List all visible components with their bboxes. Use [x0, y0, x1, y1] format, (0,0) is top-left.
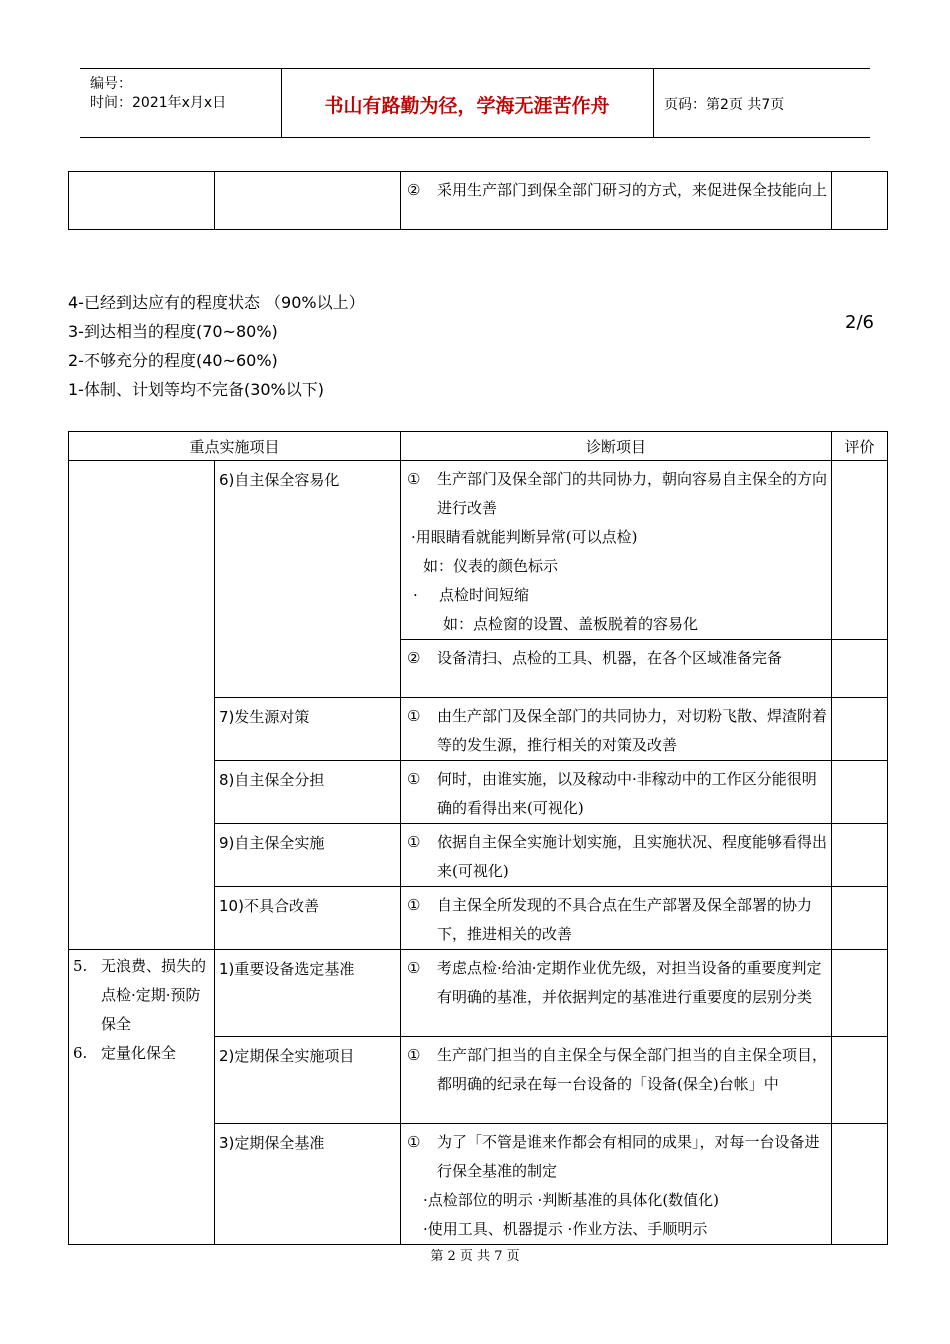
doc-number-label: 编号： — [90, 76, 132, 92]
evaluation-cell — [832, 761, 888, 824]
diagnosis-text: 依据自主保全实施计划实施，且实施状况、程度能够看得出来(可视化) — [437, 833, 828, 880]
item-name: 1)重要设备选定基准 — [215, 950, 401, 1037]
diagnosis-cell — [401, 640, 832, 698]
category-title: 定量化保全 — [101, 1044, 177, 1062]
evaluation-cell — [832, 1124, 888, 1245]
item-name: 8)自主保全分担 — [215, 761, 401, 824]
rating-legend — [68, 288, 365, 404]
doc-time-label: 时间：2021年x月x日 — [90, 95, 227, 111]
item-name: 6)自主保全容易化 — [215, 461, 401, 698]
evaluation-cell — [832, 1037, 888, 1124]
item-number: ① — [407, 1133, 421, 1151]
legend-item: 3-到达相当的程度(70~80%) — [68, 322, 278, 341]
empty-cell — [69, 172, 215, 230]
evaluation-cell — [832, 887, 888, 950]
diagnosis-text: 为了「不管是谁来作都会有相同的成果」，对每一台设备进行保全基准的制定 — [437, 1133, 820, 1180]
diagnosis-text: 设备清扫、点检的工具、机器，在各个区域准备完备 — [437, 649, 783, 667]
category-cell — [69, 950, 215, 1245]
diagnosis-text: 考虑点检·给油·定期作业优先级，对担当设备的重要度判定有明确的基准，并依据判定的基准进行重要度的层别分类 — [437, 959, 822, 1006]
legend-item: 1-体制、计划等均不完备(30%以下) — [68, 380, 325, 399]
item-number: ① — [407, 470, 421, 488]
empty-cell — [215, 172, 401, 230]
diagnosis-cell — [401, 698, 832, 761]
evaluation-cell — [832, 824, 888, 887]
diagnosis-text: 由生产部门及保全部门的共同协力，对切粉飞散、焊渣附着等的发生源，推行相关的对策及改善 — [437, 707, 828, 754]
diagnosis-example: 如：点检窗的设置、盖板脱着的容易化 — [443, 615, 699, 633]
diagnosis-cell — [401, 461, 832, 640]
evaluation-cell — [832, 698, 888, 761]
diagnosis-cell — [401, 887, 832, 950]
page-footer: 第 2 页 共 7 页 — [430, 1249, 520, 1264]
item-name: 10)不具合改善 — [215, 887, 401, 950]
item-name: 2)定期保全实施项目 — [215, 1037, 401, 1124]
page-ratio: 2/6 — [845, 312, 874, 333]
item-name: 7)发生源对策 — [215, 698, 401, 761]
evaluation-cell — [832, 172, 888, 230]
diagnosis-cell — [401, 1124, 832, 1245]
legend-item: 2-不够充分的程度(40~60%) — [68, 351, 278, 370]
item-name: 3)定期保全基准 — [215, 1124, 401, 1245]
item-number: ① — [407, 896, 421, 914]
diagnosis-example: 如：仪表的颜色标示 — [423, 557, 559, 575]
category-cell-empty — [69, 461, 215, 950]
diagnosis-text: 自主保全所发现的不具合点在生产部署及保全部署的协力下，推进相关的改善 — [437, 896, 813, 943]
diagnosis-subpoint: 点检时间短缩 — [439, 586, 530, 604]
diagnosis-text: 何时，由谁实施，以及稼动中·非稼动中的工作区分能很明确的看得出来(可视化) — [437, 770, 817, 817]
item-number: ① — [407, 959, 421, 977]
diagnosis-cell — [401, 824, 832, 887]
header-motto: 书山有路勤为径，学海无涯苦作舟 — [324, 95, 610, 117]
header-page-label: 页码：第2页 共7页 — [664, 97, 785, 113]
header-divider — [653, 69, 654, 137]
item-number: ① — [407, 707, 421, 725]
header-focus-items: 重点实施项目 — [69, 432, 401, 461]
header-evaluation: 评价 — [832, 432, 888, 461]
item-number: ① — [407, 833, 421, 851]
legend-item: 4-已经到达应有的程度状态 （90%以上） — [68, 293, 365, 312]
diagnosis-subpoint: ·用眼睛看就能判断异常(可以点检) — [411, 528, 638, 546]
diagnosis-cell — [401, 172, 832, 230]
item-name: 9)自主保全实施 — [215, 824, 401, 887]
diagnosis-text: 生产部门担当的自主保全与保全部门担当的自主保全项目，都明确的纪录在每一台设备的「设备(保全)台帐」中 — [437, 1046, 828, 1093]
item-number: ① — [407, 770, 421, 788]
evaluation-cell — [832, 461, 888, 640]
item-number: ① — [407, 1046, 421, 1064]
category-title: 无浪费、损失的点检·定期·预防保全 — [101, 957, 207, 1033]
category-number: 6. — [73, 1044, 88, 1062]
diagnosis-text: 采用生产部门到保全部门研习的方式，来促进保全技能向上 — [437, 181, 828, 199]
header-diagnosis-items: 诊断项目 — [401, 432, 832, 461]
evaluation-cell — [832, 640, 888, 698]
continuation-table — [68, 171, 888, 230]
category-number: 5. — [73, 957, 88, 975]
diagnosis-cell — [401, 950, 832, 1037]
item-number: ② — [407, 181, 421, 199]
page-header — [80, 68, 870, 138]
diagnosis-subpoint: ·点检部位的明示 ·判断基准的具体化(数值化) — [423, 1191, 720, 1209]
diagnosis-cell — [401, 1037, 832, 1124]
diagnosis-cell — [401, 761, 832, 824]
evaluation-cell — [832, 950, 888, 1037]
diagnosis-text: 生产部门及保全部门的共同协力，朝向容易自主保全的方向进行改善 — [437, 470, 828, 517]
item-number: ② — [407, 649, 421, 667]
bullet-dot: · — [413, 586, 418, 604]
diagnosis-table — [68, 431, 888, 1245]
diagnosis-subpoint: ·使用工具、机器提示 ·作业方法、手顺明示 — [423, 1220, 708, 1238]
